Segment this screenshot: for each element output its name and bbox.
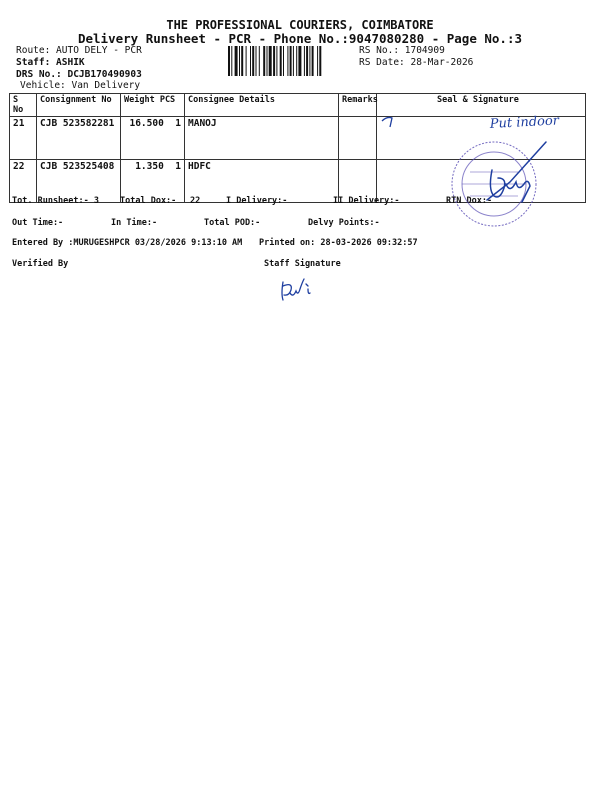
- vehicle-label: Vehicle: Van Delivery: [20, 80, 141, 91]
- entered-by: Entered By :MURUGESHPCR 03/28/2026 9:13:10 AM: [12, 238, 243, 248]
- table-header-row: [10, 94, 586, 117]
- staff-signature: [282, 279, 310, 300]
- barcode: [228, 46, 356, 76]
- row-sno: 22: [10, 160, 37, 203]
- row-consignment: CJB 523582281: [37, 117, 121, 160]
- row-weight: 1.350: [135, 161, 164, 172]
- header-seal: Seal & Signature: [377, 94, 586, 117]
- in-time: In Time:-: [111, 218, 158, 228]
- row-consignee: MANOJ: [185, 117, 339, 160]
- drs-number: DRS No.: DCJB170490903: [16, 69, 142, 80]
- row-pcs: 1: [175, 118, 181, 129]
- route-label: Route: AUTO DELY - PCR: [16, 45, 142, 56]
- row-weight-pcs: [121, 117, 185, 160]
- header-consignment: Consignment No: [37, 94, 121, 117]
- runsheet-table: [9, 93, 586, 203]
- rtn-dox: RTN Dox:-: [446, 196, 493, 206]
- staff-label: Staff: ASHIK: [16, 57, 85, 68]
- row-consignment: CJB 523525408: [37, 160, 121, 203]
- header-consignee: Consignee Details: [185, 94, 339, 117]
- runsheet-title: Delivery Runsheet - PCR - Phone No.:9047080280 - Page No.:3: [77, 31, 522, 46]
- delvy-points: Delvy Points:-: [308, 218, 380, 228]
- table-row: [10, 117, 586, 160]
- printed-on: Printed on: 28-03-2026 09:32:57: [259, 238, 418, 248]
- handwritten-note: Put indoor: [489, 113, 560, 132]
- total-dox-value: 22: [190, 196, 201, 206]
- row-remarks: [339, 117, 377, 160]
- company-title: THE PROFESSIONAL COURIERS, COIMBATORE: [166, 18, 434, 32]
- verified-by: Verified By: [12, 259, 69, 269]
- total-dox-label: Total Dox:-: [120, 196, 177, 206]
- tot-runsheet: Tot. Runsheet:- 3: [12, 196, 99, 206]
- staff-signature-label: Staff Signature: [264, 259, 341, 269]
- row-pcs: 1: [175, 161, 181, 172]
- total-pod: Total POD:-: [204, 218, 261, 228]
- header-remarks: Remarks: [339, 94, 377, 117]
- row-weight: 16.500: [129, 118, 164, 129]
- header-weight-pcs: Weight PCS: [121, 94, 185, 117]
- ii-delivery: II Delivery:-: [333, 196, 400, 206]
- rs-number: RS No.: 1704909: [359, 45, 445, 56]
- header-sno: S No: [10, 94, 37, 117]
- rs-date: RS Date: 28-Mar-2026: [359, 57, 474, 68]
- row-sno: 21: [10, 117, 37, 160]
- row-seal: [377, 117, 586, 160]
- out-time: Out Time:-: [12, 218, 64, 228]
- i-delivery: I Delivery:-: [226, 196, 288, 206]
- row-consignee: HDFC: [185, 160, 339, 203]
